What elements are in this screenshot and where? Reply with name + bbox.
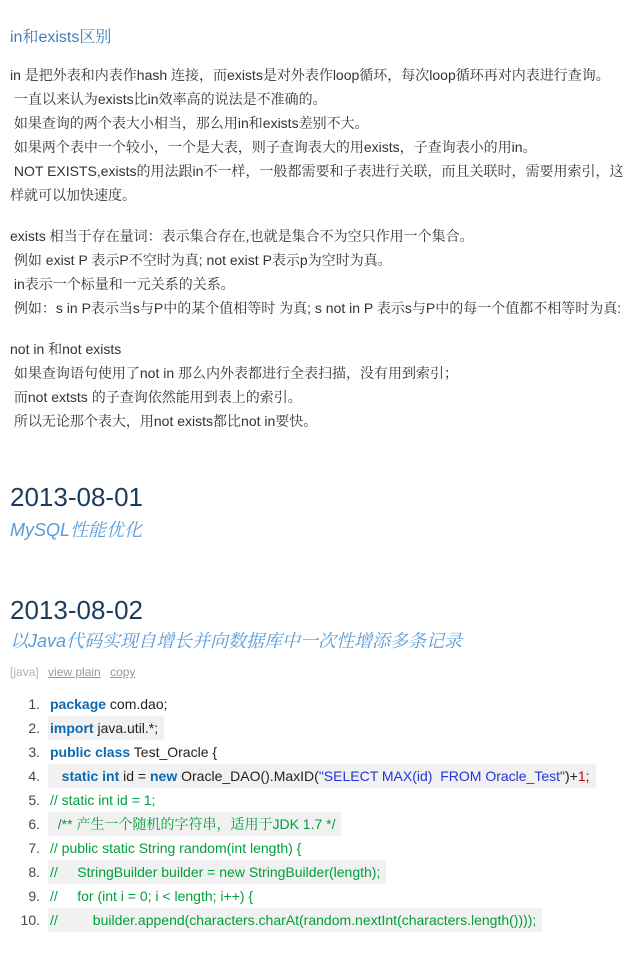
line-number: 2. xyxy=(28,720,40,736)
copy-link[interactable]: copy xyxy=(110,665,136,679)
code-lines xyxy=(10,692,634,932)
paragraph-line: in 是把外表和内表作hash 连接，而exists是对外表作loop循环，每次loop循环再对内表进行查询。 xyxy=(10,67,610,83)
code-line xyxy=(10,716,634,740)
paragraph-line: 如果查询语句使用了not in 那么内外表都进行全表扫描，没有用到索引； xyxy=(10,365,459,381)
code-text xyxy=(48,812,341,836)
code-token-plain: com.dao; xyxy=(106,696,168,712)
code-toolbar xyxy=(10,665,634,679)
archive-date: 2013-08-01 xyxy=(10,482,143,512)
line-number: 9. xyxy=(28,888,40,904)
code-token-plain: java.util.*; xyxy=(93,720,159,736)
code-token-keyword: static int xyxy=(61,768,120,784)
paragraph xyxy=(10,337,634,433)
code-token-plain: id = xyxy=(119,768,150,784)
view-plain-link[interactable]: view plain xyxy=(48,665,101,679)
line-number: 1. xyxy=(28,696,40,712)
code-text xyxy=(48,764,596,788)
code-line xyxy=(10,860,634,884)
article-paragraphs xyxy=(10,63,634,433)
paragraph-line: 例如：s in P表示当s与P中的某个值相等时 为真; s not in P 表示s与P中的每一个值都不相等时为真: xyxy=(10,300,622,316)
code-token-keyword: new xyxy=(150,768,178,784)
line-number: 3. xyxy=(28,744,40,760)
code-token-comment: /** 产生一个随机的字符串，适用于JDK 1.7 */ xyxy=(57,816,336,832)
code-line xyxy=(10,812,634,836)
code-line xyxy=(10,884,634,908)
code-line xyxy=(10,740,634,764)
paragraph xyxy=(10,224,634,320)
code-token-string: "SELECT MAX(id) FROM Oracle_Test" xyxy=(318,768,565,784)
code-language-label: [java] xyxy=(10,665,39,679)
code-text xyxy=(48,692,174,716)
code-text xyxy=(48,788,161,812)
paragraph-line: 所以无论那个表大，用not exists都比not in要快。 xyxy=(10,413,318,429)
paragraph-line: in表示一个标量和一元关系的关系。 xyxy=(10,276,235,292)
code-line xyxy=(10,788,634,812)
code-text xyxy=(48,716,164,740)
code-text xyxy=(48,836,307,860)
code-token-plain xyxy=(50,768,62,784)
line-number: 8. xyxy=(28,864,40,880)
code-token-plain: Oracle_DAO().MaxID( xyxy=(177,768,319,784)
code-line xyxy=(10,764,634,788)
paragraph-line: 例如 exist P 表示P不空时为真; not exist P表示p为空时为真。 xyxy=(10,252,392,268)
line-number: 4. xyxy=(28,768,40,784)
article-title-link[interactable]: in和exists区别 xyxy=(10,29,112,46)
paragraph-line: 如果查询的两个表大小相当，那么用in和exists差别不大。 xyxy=(10,115,369,131)
code-token-comment: // StringBuilder builder = new StringBuilder(length); xyxy=(50,864,381,880)
paragraph-line: 如果两个表中一个较小，一个是大表，则子查询表大的用exists，子查询表小的用in。 xyxy=(10,139,537,155)
code-text xyxy=(48,860,386,884)
paragraph-line: exists 相当于存在量词：表示集合存在,也就是集合不为空只作用一个集合。 xyxy=(10,228,474,244)
code-text xyxy=(48,908,542,932)
code-line xyxy=(10,692,634,716)
code-token-plain: ; xyxy=(585,768,590,784)
code-token-plain: )+ xyxy=(565,768,578,784)
line-number: 7. xyxy=(28,840,40,856)
code-line xyxy=(10,908,634,932)
code-token-keyword: package xyxy=(50,696,107,712)
line-number: 6. xyxy=(28,816,40,832)
code-token-plain xyxy=(50,816,58,832)
code-text xyxy=(48,740,223,764)
paragraph xyxy=(10,63,634,207)
code-token-comment: // static int id = 1; xyxy=(50,792,156,808)
paragraph-line: 一直以来认为exists比in效率高的说法是不准确的。 xyxy=(10,91,327,107)
line-number: 10. xyxy=(20,912,40,928)
code-token-keyword: public class xyxy=(50,744,131,760)
code-text xyxy=(48,884,259,908)
code-token-comment: // for (int i = 0; i < length; i++) { xyxy=(50,888,254,904)
paragraph-line: not in 和not exists xyxy=(10,341,122,357)
code-line xyxy=(10,836,634,860)
line-number: 5. xyxy=(28,792,40,808)
archive-date: 2013-08-02 xyxy=(10,595,143,625)
paragraph-line: NOT EXISTS,exists的用法跟in不一样，一般都需要和子表进行关联，而且关联时，需要用索引，这样就可以加快速度。 xyxy=(10,163,624,203)
code-token-keyword: import xyxy=(50,720,94,736)
post-title-link[interactable]: MySQL性能优化 xyxy=(10,520,143,540)
code-token-comment: // builder.append(characters.charAt(random.nextInt(characters.length()))); xyxy=(50,912,537,928)
code-token-number: 1 xyxy=(577,768,586,784)
post-title-link[interactable]: 以Java代码实现自增长并向数据库中一次性增添多条记录 xyxy=(10,631,463,651)
code-token-plain: Test_Oracle { xyxy=(130,744,218,760)
code-block xyxy=(10,692,634,932)
paragraph-line: 而not extsts 的子查询依然能用到表上的索引。 xyxy=(10,389,302,405)
code-token-comment: // public static String random(int length) { xyxy=(50,840,302,856)
